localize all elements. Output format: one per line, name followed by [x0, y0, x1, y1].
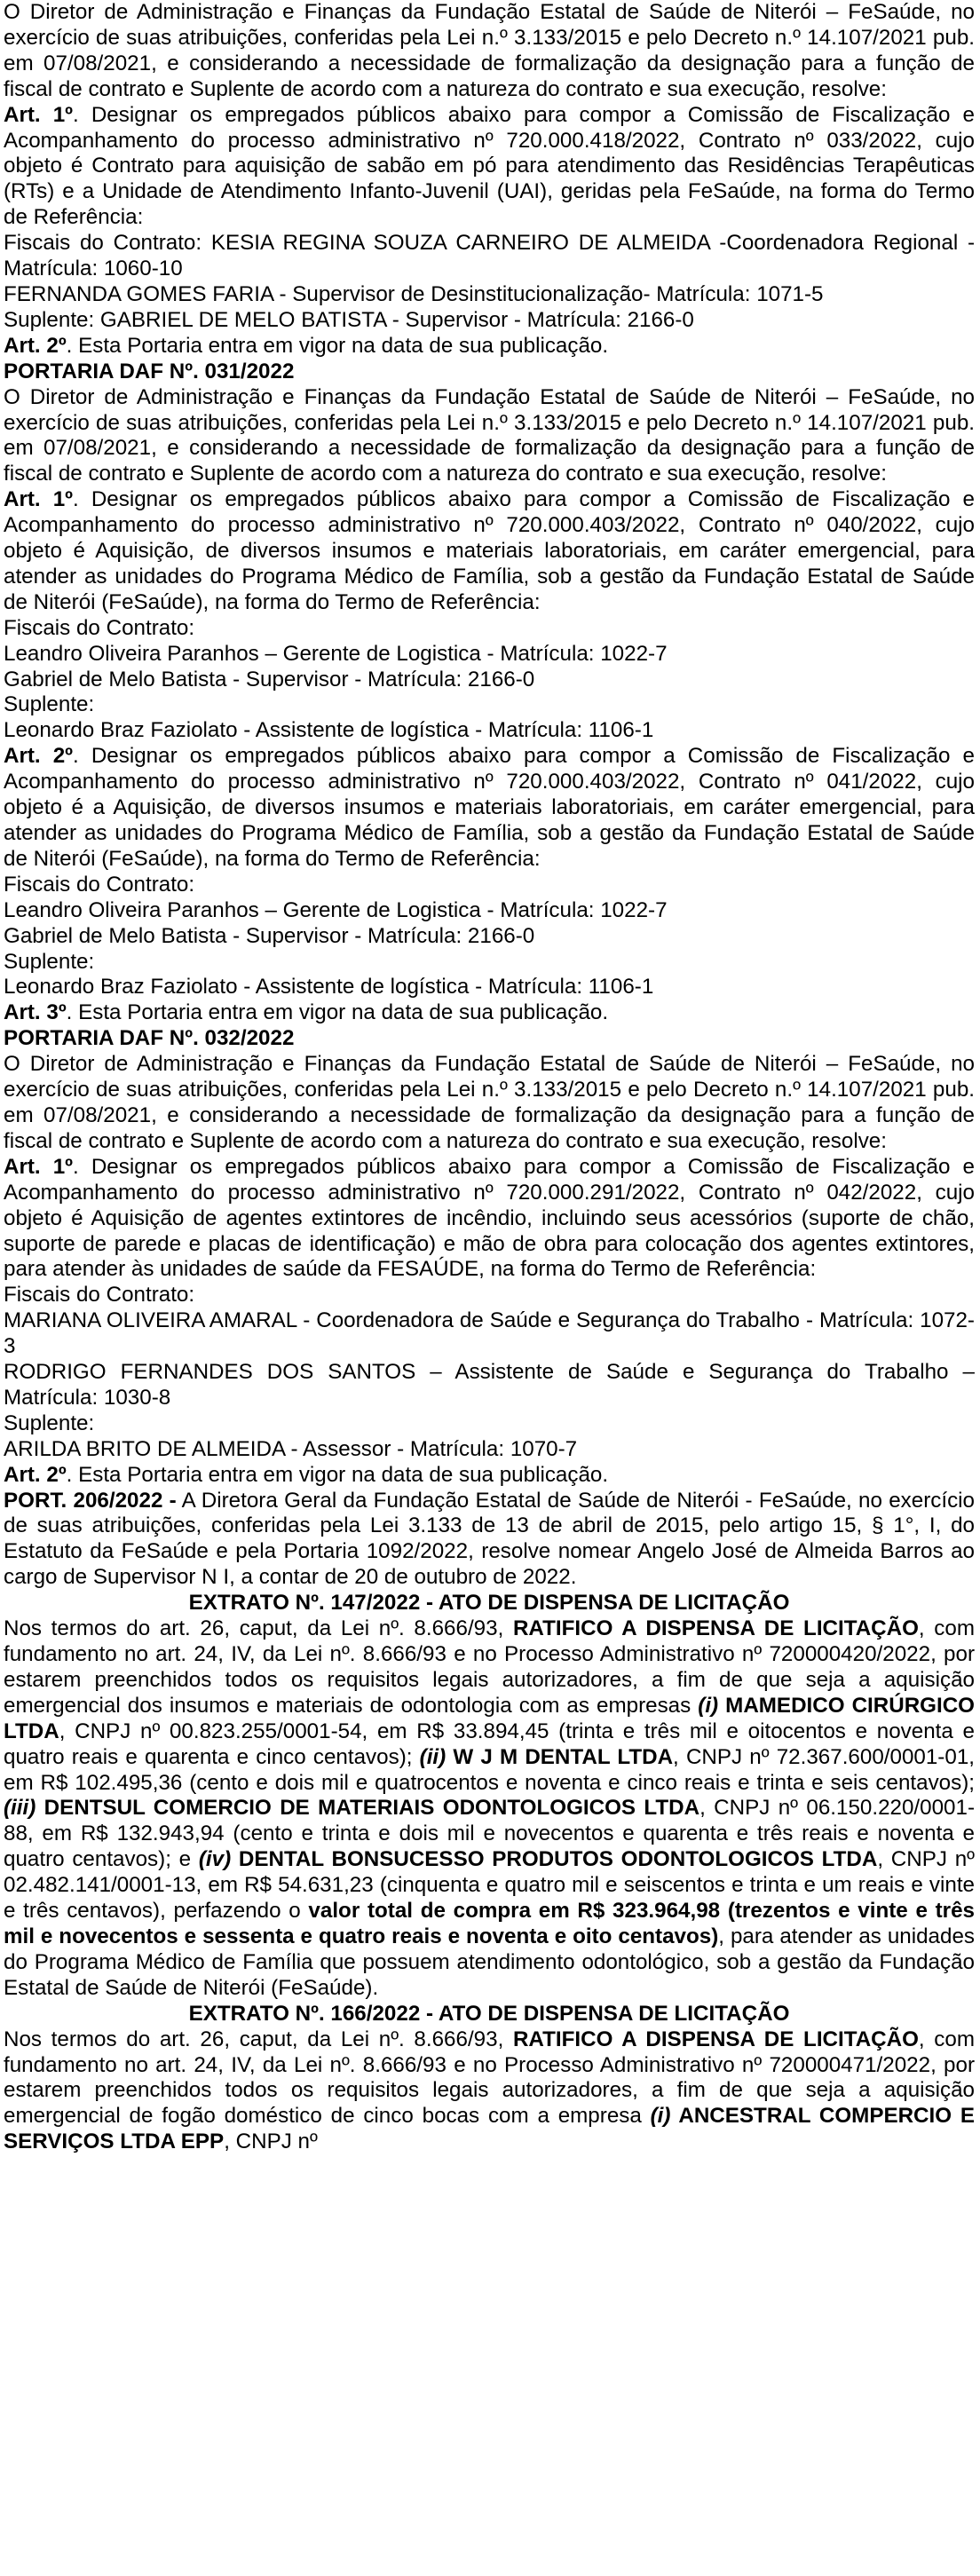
article-label: Art. 2º	[4, 1462, 67, 1487]
fiscal-line: Fiscais do Contrato: KESIA REGINA SOUZA CARNEIRO DE ALMEIDA -Coordenadora Regional - Matrícula: 1060-10	[4, 231, 975, 281]
suplente-line: ARILDA BRITO DE ALMEIDA - Assessor - Matrícula: 1070-7	[4, 1436, 578, 1461]
article-paragraph	[4, 1155, 975, 1284]
company-name: DENTSUL COMERCIO DE MATERIAIS ODONTOLOGICOS LTDA	[36, 1796, 700, 1821]
article-text: . Designar os empregados públicos abaixo para compor a Comissão de Fiscalização e Acompanhamento do processo administrativo nº 720.000.291/2022, Contrato nº 042/2022, cujo objeto é Aquisição de agentes extintores de incêndio, incluindo seus acessórios (suporte de chão, suporte de parede e placas de identificação) e mão de obra para colocação dos agentes extintores, para atender às unidades de saúde da FESAÚDE, na forma do Termo de Referência:	[4, 1154, 975, 1282]
suplente-heading: Suplente:	[4, 1410, 95, 1435]
item-marker: (i)	[698, 1693, 719, 1718]
article-text: . Designar os empregados públicos abaixo para compor a Comissão de Fiscalização e Acompanhamento do processo administrativo nº 720.000.403/2022, Contrato nº 041/2022, cujo objeto é a Aquisição, de diversos insumos e materiais laboratoriais, em caráter emergencial, para atender as unidades do Programa Médico de Família, sob a gestão da Fundação Estatal de Saúde de Niterói (FeSaúde), na forma do Termo de Referência:	[4, 744, 975, 871]
preamble-paragraph: O Diretor de Administração e Finanças da Fundação Estatal de Saúde de Niterói – FeSaúde, no exercício de suas atribuições, conferidas pela Lei n.º 3.133/2015 e pelo Decreto n.º 14.107/2021 pub. em 07/08/2021, e considerando a necessidade de formalização da designação para a função de fiscal de contrato e Suplente de acordo com a natureza do contrato e sua execução, resolve:	[4, 1052, 975, 1153]
article-text: . Esta Portaria entra em vigor na data de sua publicação.	[66, 1000, 609, 1025]
extrato-text: Nos termos do art. 26, caput, da Lei nº. 8.666/93,	[4, 2027, 513, 2051]
ratifico-text: RATIFICO A DISPENSA DE LICITAÇÃO	[512, 2027, 919, 2051]
suplente-line: Leonardo Braz Faziolato - Assistente de logística - Matrícula: 1106-1	[4, 718, 654, 743]
article-paragraph	[4, 334, 975, 360]
article-paragraph	[4, 744, 975, 873]
fiscal-line: Gabriel de Melo Batista - Supervisor - Matrícula: 2166-0	[4, 667, 535, 691]
article-text: . Esta Portaria entra em vigor na data de sua publicação.	[66, 333, 609, 358]
article-label: Art. 1º	[4, 102, 74, 127]
fiscais-heading: Fiscais do Contrato:	[4, 1283, 195, 1308]
suplente-line: Suplente: GABRIEL DE MELO BATISTA - Supervisor - Matrícula: 2166-0	[4, 307, 694, 332]
fiscal-line: RODRIGO FERNANDES DOS SANTOS – Assistente de Saúde e Segurança do Trabalho – Matrícula: 1030-8	[4, 1360, 975, 1410]
article-label: Art. 2º	[4, 744, 74, 769]
extrato-paragraph	[4, 1616, 975, 2002]
fiscais-heading: Fiscais do Contrato:	[4, 615, 195, 640]
company-name: MAMEDICO CIRÚRGICO LTDA	[4, 1693, 975, 1743]
portaria-label: PORT. 206/2022 -	[4, 1488, 177, 1513]
suplente-line: Leonardo Braz Faziolato - Assistente de logística - Matrícula: 1106-1	[4, 975, 654, 1000]
extrato-text: , para atender as unidades do Programa Médico de Família que possuem atendimento odontológico, sob a gestão da Fundação Estatal de Saúde de Niterói (FeSaúde).	[4, 1924, 975, 2000]
portaria-text: A Diretora Geral da Fundação Estatal de Saúde de Niterói - FeSaúde, no exercício de suas atribuições, conferidas pela Lei 3.133 de 13 de abril de 2015, pelo artigo 15, § 1°, I, do Estatuto da FeSaúde e pela Portaria 1092/2022, resolve nomear Angelo José de Almeida Barros ao cargo de Supervisor N I, a contar de 20 de outubro de 2022.	[4, 1488, 975, 1590]
article-text: . Designar os empregados públicos abaixo para compor a Comissão de Fiscalização e Acompanhamento do processo administrativo nº 720.000.403/2022, Contrato nº 040/2022, cujo objeto é Aquisição, de diversos insumos e materiais laboratoriais, em caráter emergencial, para atender as unidades do Programa Médico de Família, sob a gestão da Fundação Estatal de Saúde de Niterói (FeSaúde), na forma do Termo de Referência:	[4, 487, 975, 614]
company-name: W J M DENTAL LTDA	[446, 1744, 674, 1769]
extrato-title: EXTRATO Nº. 147/2022 - ATO DE DISPENSA DE LICITAÇÃO	[188, 1591, 790, 1616]
portaria-title: PORTARIA DAF Nº. 032/2022	[4, 1026, 295, 1051]
article-label: Art. 1º	[4, 1154, 74, 1179]
total-value-text: valor total de compra em R$ 323.964,98 (trezentos e vinte e três mil e novecentos e sessenta e quatro reais e noventa e oito centavos)	[4, 1899, 975, 1948]
extrato-text: , CNPJ nº	[224, 2130, 318, 2154]
article-label: Art. 3º	[4, 1000, 67, 1025]
company-name: DENTAL BONSUCESSO PRODUTOS ODONTOLOGICOS LTDA	[231, 1847, 878, 1872]
item-marker: (ii)	[419, 1744, 447, 1769]
preamble-paragraph: O Diretor de Administração e Finanças da Fundação Estatal de Saúde de Niterói – FeSaúde, no exercício de suas atribuições, conferidas pela Lei n.º 3.133/2015 e pelo Decreto n.º 14.107/2021 pub. em 07/08/2021, e considerando a necessidade de formalização da designação para a função de fiscal de contrato e Suplente de acordo com a natureza do contrato e sua execução, resolve:	[4, 384, 975, 486]
article-paragraph	[4, 103, 975, 232]
portaria-paragraph	[4, 1489, 975, 1592]
extrato-paragraph	[4, 2027, 975, 2156]
item-marker: (i)	[650, 2104, 671, 2129]
fiscais-heading: Fiscais do Contrato:	[4, 872, 195, 897]
article-text: . Designar os empregados públicos abaixo para compor a Comissão de Fiscalização e Acompanhamento do processo administrativo nº 720.000.418/2022, Contrato nº 033/2022, cujo objeto é Contrato para aquisição de sabão em pó para atendimento das Residências Terapêuticas (RTs) e a Unidade de Atendimento Infanto-Juvenil (UAI), geridas pela FeSaúde, na forma do Termo de Referência:	[4, 102, 975, 230]
article-paragraph	[4, 1000, 975, 1026]
fiscal-line: Leandro Oliveira Paranhos – Gerente de Logistica - Matrícula: 1022-7	[4, 897, 668, 922]
article-text: . Esta Portaria entra em vigor na data de sua publicação.	[66, 1462, 609, 1487]
fiscal-line: Gabriel de Melo Batista - Supervisor - Matrícula: 2166-0	[4, 923, 535, 948]
extrato-text: , CNPJ nº 06.150.220/0001-88, em R$ 132.943,94 (cento e trinta e dois mil e novecentos e quarenta e três reais e noventa e quatro centavos); e	[4, 1796, 976, 1872]
extrato-text: , CNPJ nº 72.367.600/0001-01, em R$ 102.495,36 (cento e dois mil e quatrocentos e noventa e cinco reais e trinta e seis centavos);	[4, 1744, 975, 1795]
article-paragraph	[4, 487, 975, 616]
portaria-title: PORTARIA DAF Nº. 031/2022	[4, 359, 295, 383]
article-paragraph	[4, 1463, 975, 1489]
extrato-text: Nos termos do art. 26, caput, da Lei nº. 8.666/93,	[4, 1616, 513, 1641]
ratifico-text: RATIFICO A DISPENSA DE LICITAÇÃO	[512, 1616, 919, 1641]
suplente-heading: Suplente:	[4, 692, 95, 717]
item-marker: (iii)	[4, 1796, 36, 1821]
extrato-title: EXTRATO Nº. 166/2022 - ATO DE DISPENSA DE LICITAÇÃO	[188, 2001, 790, 2026]
extrato-text: , CNPJ nº 00.823.255/0001-54, em R$ 33.894,45 (trinta e três mil e oitocentos e noventa e quatro reais e quarenta e cinco centavos);	[4, 1719, 975, 1769]
extrato-text: , com fundamento no art. 24, IV, da Lei nº. 8.666/93 e no Processo Administrativo nº 720000471/2022, por estarem preenchidos todos os requisitos legais autorizadores, a fim de que seja a aquisição emergencial de fogão doméstico de cinco bocas com a empresa	[4, 2027, 975, 2129]
article-label: Art. 2º	[4, 333, 67, 358]
company-name: ANCESTRAL COMPERCIO E SERVIÇOS LTDA EPP	[4, 2104, 975, 2154]
fiscal-line: FERNANDA GOMES FARIA - Supervisor de Desinstitucionalização- Matrícula: 1071-5	[4, 281, 824, 306]
preamble-paragraph: O Diretor de Administração e Finanças da Fundação Estatal de Saúde de Niterói – FeSaúde, no exercício de suas atribuições, conferidas pela Lei n.º 3.133/2015 e pelo Decreto n.º 14.107/2021 pub. em 07/08/2021, e considerando a necessidade de formalização da designação para a função de fiscal de contrato e Suplente de acordo com a natureza do contrato e sua execução, resolve:	[4, 0, 975, 101]
fiscal-line: Leandro Oliveira Paranhos – Gerente de Logistica - Matrícula: 1022-7	[4, 641, 668, 666]
fiscal-line: MARIANA OLIVEIRA AMARAL - Coordenadora de Saúde e Segurança do Trabalho - Matrícula: 1072-3	[4, 1308, 975, 1359]
extrato-text: , com fundamento no art. 24, IV, da Lei nº. 8.666/93 e no Processo Administrativo nº 720000420/2022, por estarem preenchidos todos os requisitos legais autorizadores, a fim de que seja a aquisição emergencial dos insumos e materiais de odontologia com as empresas	[4, 1616, 975, 1718]
article-label: Art. 1º	[4, 487, 74, 512]
suplente-heading: Suplente:	[4, 949, 95, 974]
extrato-text: , CNPJ nº 02.482.141/0001-13, em R$ 54.631,23 (cinquenta e quatro mil e seiscentos e trinta e um reais e vinte e três centavos), perfazendo o	[4, 1847, 975, 1924]
document-page	[4, 0, 975, 2155]
item-marker: (iv)	[198, 1847, 232, 1872]
